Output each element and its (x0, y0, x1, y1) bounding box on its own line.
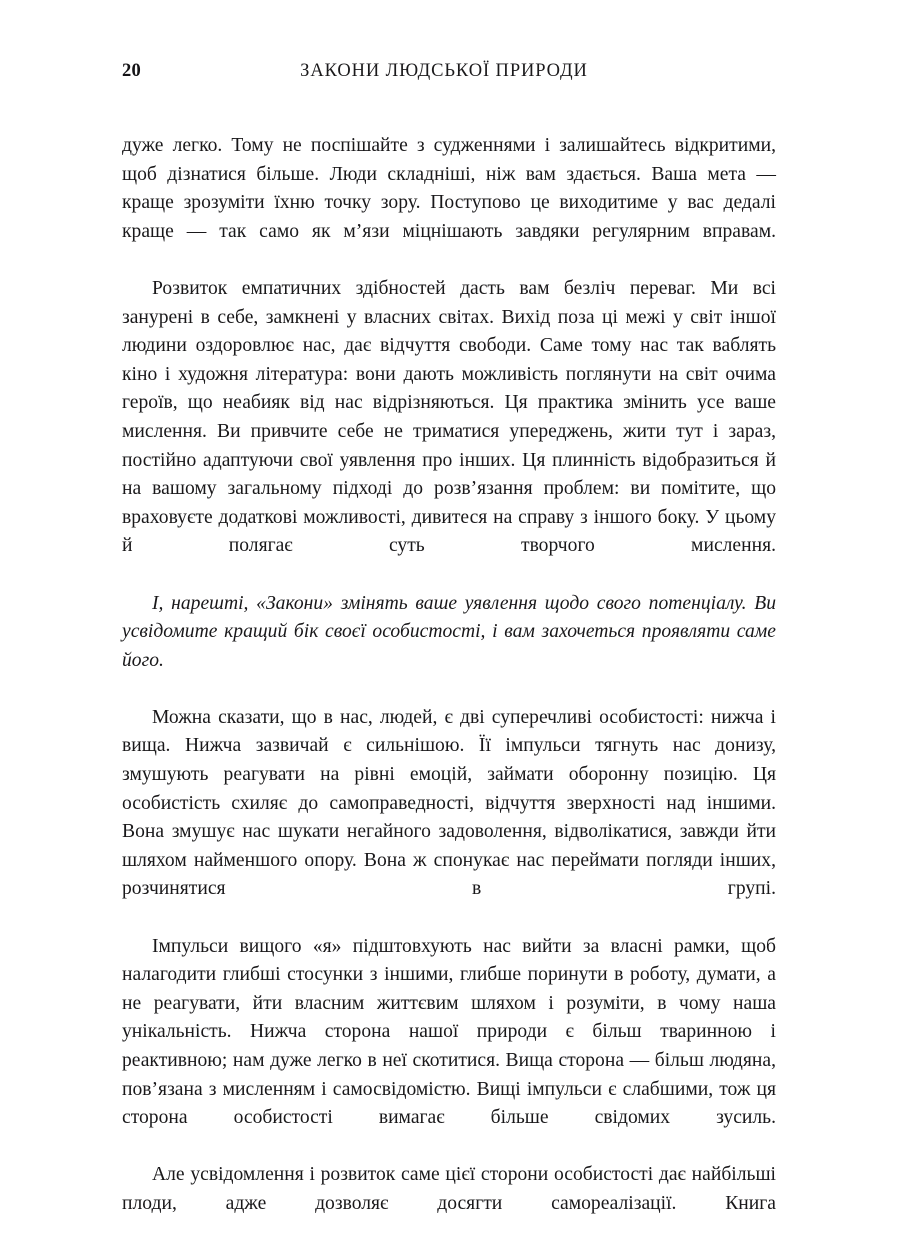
paragraph-6: Але усвідомлення і розвиток саме цієї сторони особистості дає найбільші плоди, адже дозволяє досягти самореалізації. Книга (122, 1164, 776, 1214)
running-head (122, 62, 776, 88)
paragraph-2: Розвиток емпатичних здібностей дасть вам безліч переваг. Ми всі занурені в себе, замкнені у власних світах. Вихід поза ці межі у світ іншої людини оздоровлює нас, дає відчуття свободи. Саме тому нас так ваблять кіно і художня література: вони дають можливість поглянути на світ очима героїв, що неабияк від нас відрізняються. Ця практика змінить усе ваше мислення. Ви привчите себе не триматися упереджень, жити тут і зараз, постійно адаптуючи свої уявлення про інших. Ця плинність відобразиться й на вашому загальному підході до розв’язання проблем: ви помітите, що враховуєте додаткові можливості, дивитеся на справу з іншого боку. У цьому й полягає суть творчого мислення. (122, 277, 776, 557)
body-text-block (122, 132, 776, 1247)
paragraph-3-italic: І, нарешті, «Закони» змінять ваше уявлення щодо свого потенціалу. Ви усвідомите кращий бік своєї особистості, і вам захочеться проявляти саме його. (122, 592, 776, 671)
page-number: 20 (122, 61, 141, 81)
running-head-title: ЗАКОНИ ЛЮДСЬКОЇ ПРИРОДИ (300, 61, 588, 81)
paragraph-1: дуже легко. Тому не поспішайте з судженнями і залишайтесь відкритими, щоб дізнатися більше. Люди складніші, ніж вам здається. Ваша мета — краще зрозуміти їхню точку зору. Поступово це виходитиме у вас дедалі краще — так само як м’язи міцнішають завдяки регулярним вправам. (122, 135, 776, 242)
paragraph-4: Можна сказати, що в нас, людей, є дві суперечливі особистості: нижча і вища. Нижча зазвичай є сильнішою. Її імпульси тягнуть нас донизу, змушують реагувати на рівні емоцій, займати оборонну позицію. Ця особистість схиляє до самоправедності, відчуття зверхності над іншими. Вона змушує нас шукати негайного задоволення, відволікатися, завжди йти шляхом найменшого опору. Вона ж спонукає нас переймати погляди інших, розчинятися в групі. (122, 706, 776, 900)
paragraph-5: Імпульси вищого «я» підштовхують нас вийти за власні рамки, щоб налагодити глибші стосунки з іншими, глибше поринути в роботу, думати, а не реагувати, йти власним життєвим шляхом і розуміти, в чому наша унікальність. Нижча сторона нашої природи є більш тваринною і реактивною; нам дуже легко в неї скотитися. Вища сторона — більш людяна, пов’язана з мисленням і самосвідомістю. Вищі імпульси є слабшими, тож ця сторона особистості вимагає більше свідомих зусиль. (122, 935, 776, 1129)
